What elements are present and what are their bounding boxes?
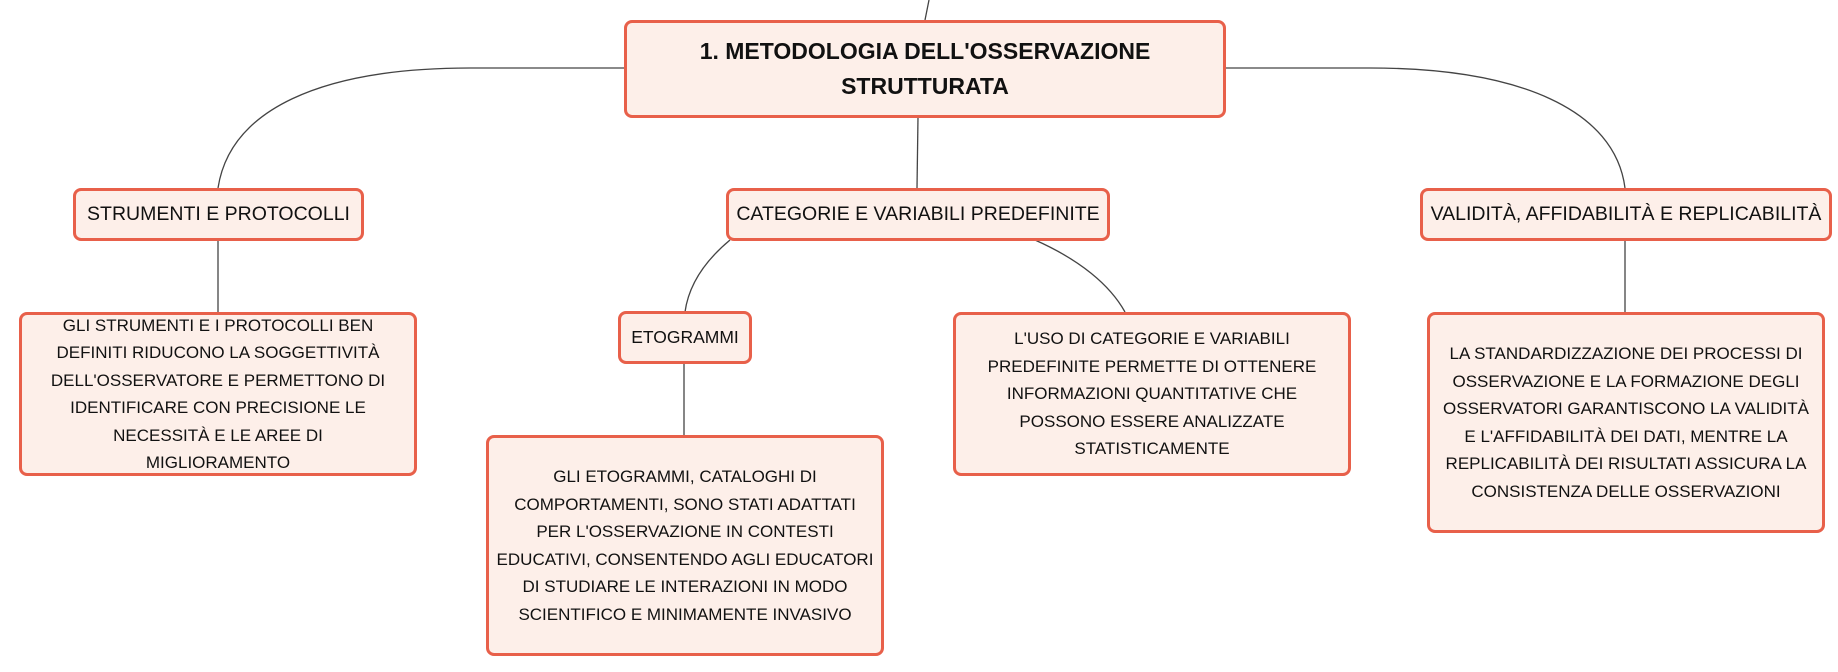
topic-label: CATEGORIE E VARIABILI PREDEFINITE [736, 203, 1100, 225]
topic-label: STRUMENTI E PROTOCOLLI [87, 203, 350, 225]
detail-text: L'USO DI CATEGORIE E VARIABILI PREDEFINITE PERMETTE DI OTTENERE INFORMAZIONI QUANTITATIVE CHE POSSONO ESSERE ANALIZZATE STATISTICAMENTE [987, 329, 1317, 459]
topic-strumenti-e-protocolli[interactable] [73, 188, 364, 241]
topic-categorie-e-variabili[interactable] [726, 188, 1110, 241]
root-topic[interactable] [624, 20, 1226, 118]
detail-etogrammi[interactable] [486, 435, 884, 656]
detail-strumenti-e-protocolli[interactable] [19, 312, 417, 476]
detail-text: GLI STRUMENTI E I PROTOCOLLI BEN DEFINITI RIDUCONO LA SOGGETTIVITÀ DELL'OSSERVATORE E PERMETTONO DI IDENTIFICARE CON PRECISIONE LE NECESSITÀ E LE AREE DI MIGLIORAMENTO [50, 315, 386, 472]
detail-categorie-e-variabili[interactable] [953, 312, 1351, 476]
detail-text: LA STANDARDIZZAZIONE DEI PROCESSI DI OSSERVAZIONE E LA FORMAZIONE DEGLI OSSERVATORI GARANTISCONO LA VALIDITÀ E L'AFFIDABILITÀ DEI DATI, MENTRE LA REPLICABILITÀ DEI RISULTATI ASSICURA LA CONSISTENZA DELLE OSSERVAZIONI [1443, 344, 1809, 501]
root-topic-title: 1. METODOLOGIA DELL'OSSERVAZIONE STRUTTURATA [699, 38, 1151, 99]
subtopic-etogrammi[interactable] [618, 311, 752, 364]
connector-root-to-strumenti [218, 68, 624, 188]
topic-label: VALIDITÀ, AFFIDABILITÀ E REPLICABILITÀ [1430, 203, 1822, 225]
connector-root-to-validita [1225, 68, 1625, 188]
connector-categorie-to-etogrammi [685, 240, 730, 312]
topic-validita-affidabilita[interactable] [1420, 188, 1832, 241]
connector-parent-to-root [925, 0, 929, 20]
detail-text: GLI ETOGRAMMI, CATALOGHI DI COMPORTAMENTI, SONO STATI ADATTATI PER L'OSSERVAZIONE IN CONTESTI EDUCATIVI, CONSENTENDO AGLI EDUCATORI DI STUDIARE LE INTERAZIONI IN MODO SCIENTIFICO E MINIMAMENTE INVASIVO [496, 467, 874, 624]
connector-categorie-to-detail [1035, 240, 1125, 312]
connector-root-to-categorie [917, 117, 918, 188]
subtopic-label: ETOGRAMMI [631, 327, 739, 347]
detail-validita-affidabilita[interactable] [1427, 312, 1825, 533]
